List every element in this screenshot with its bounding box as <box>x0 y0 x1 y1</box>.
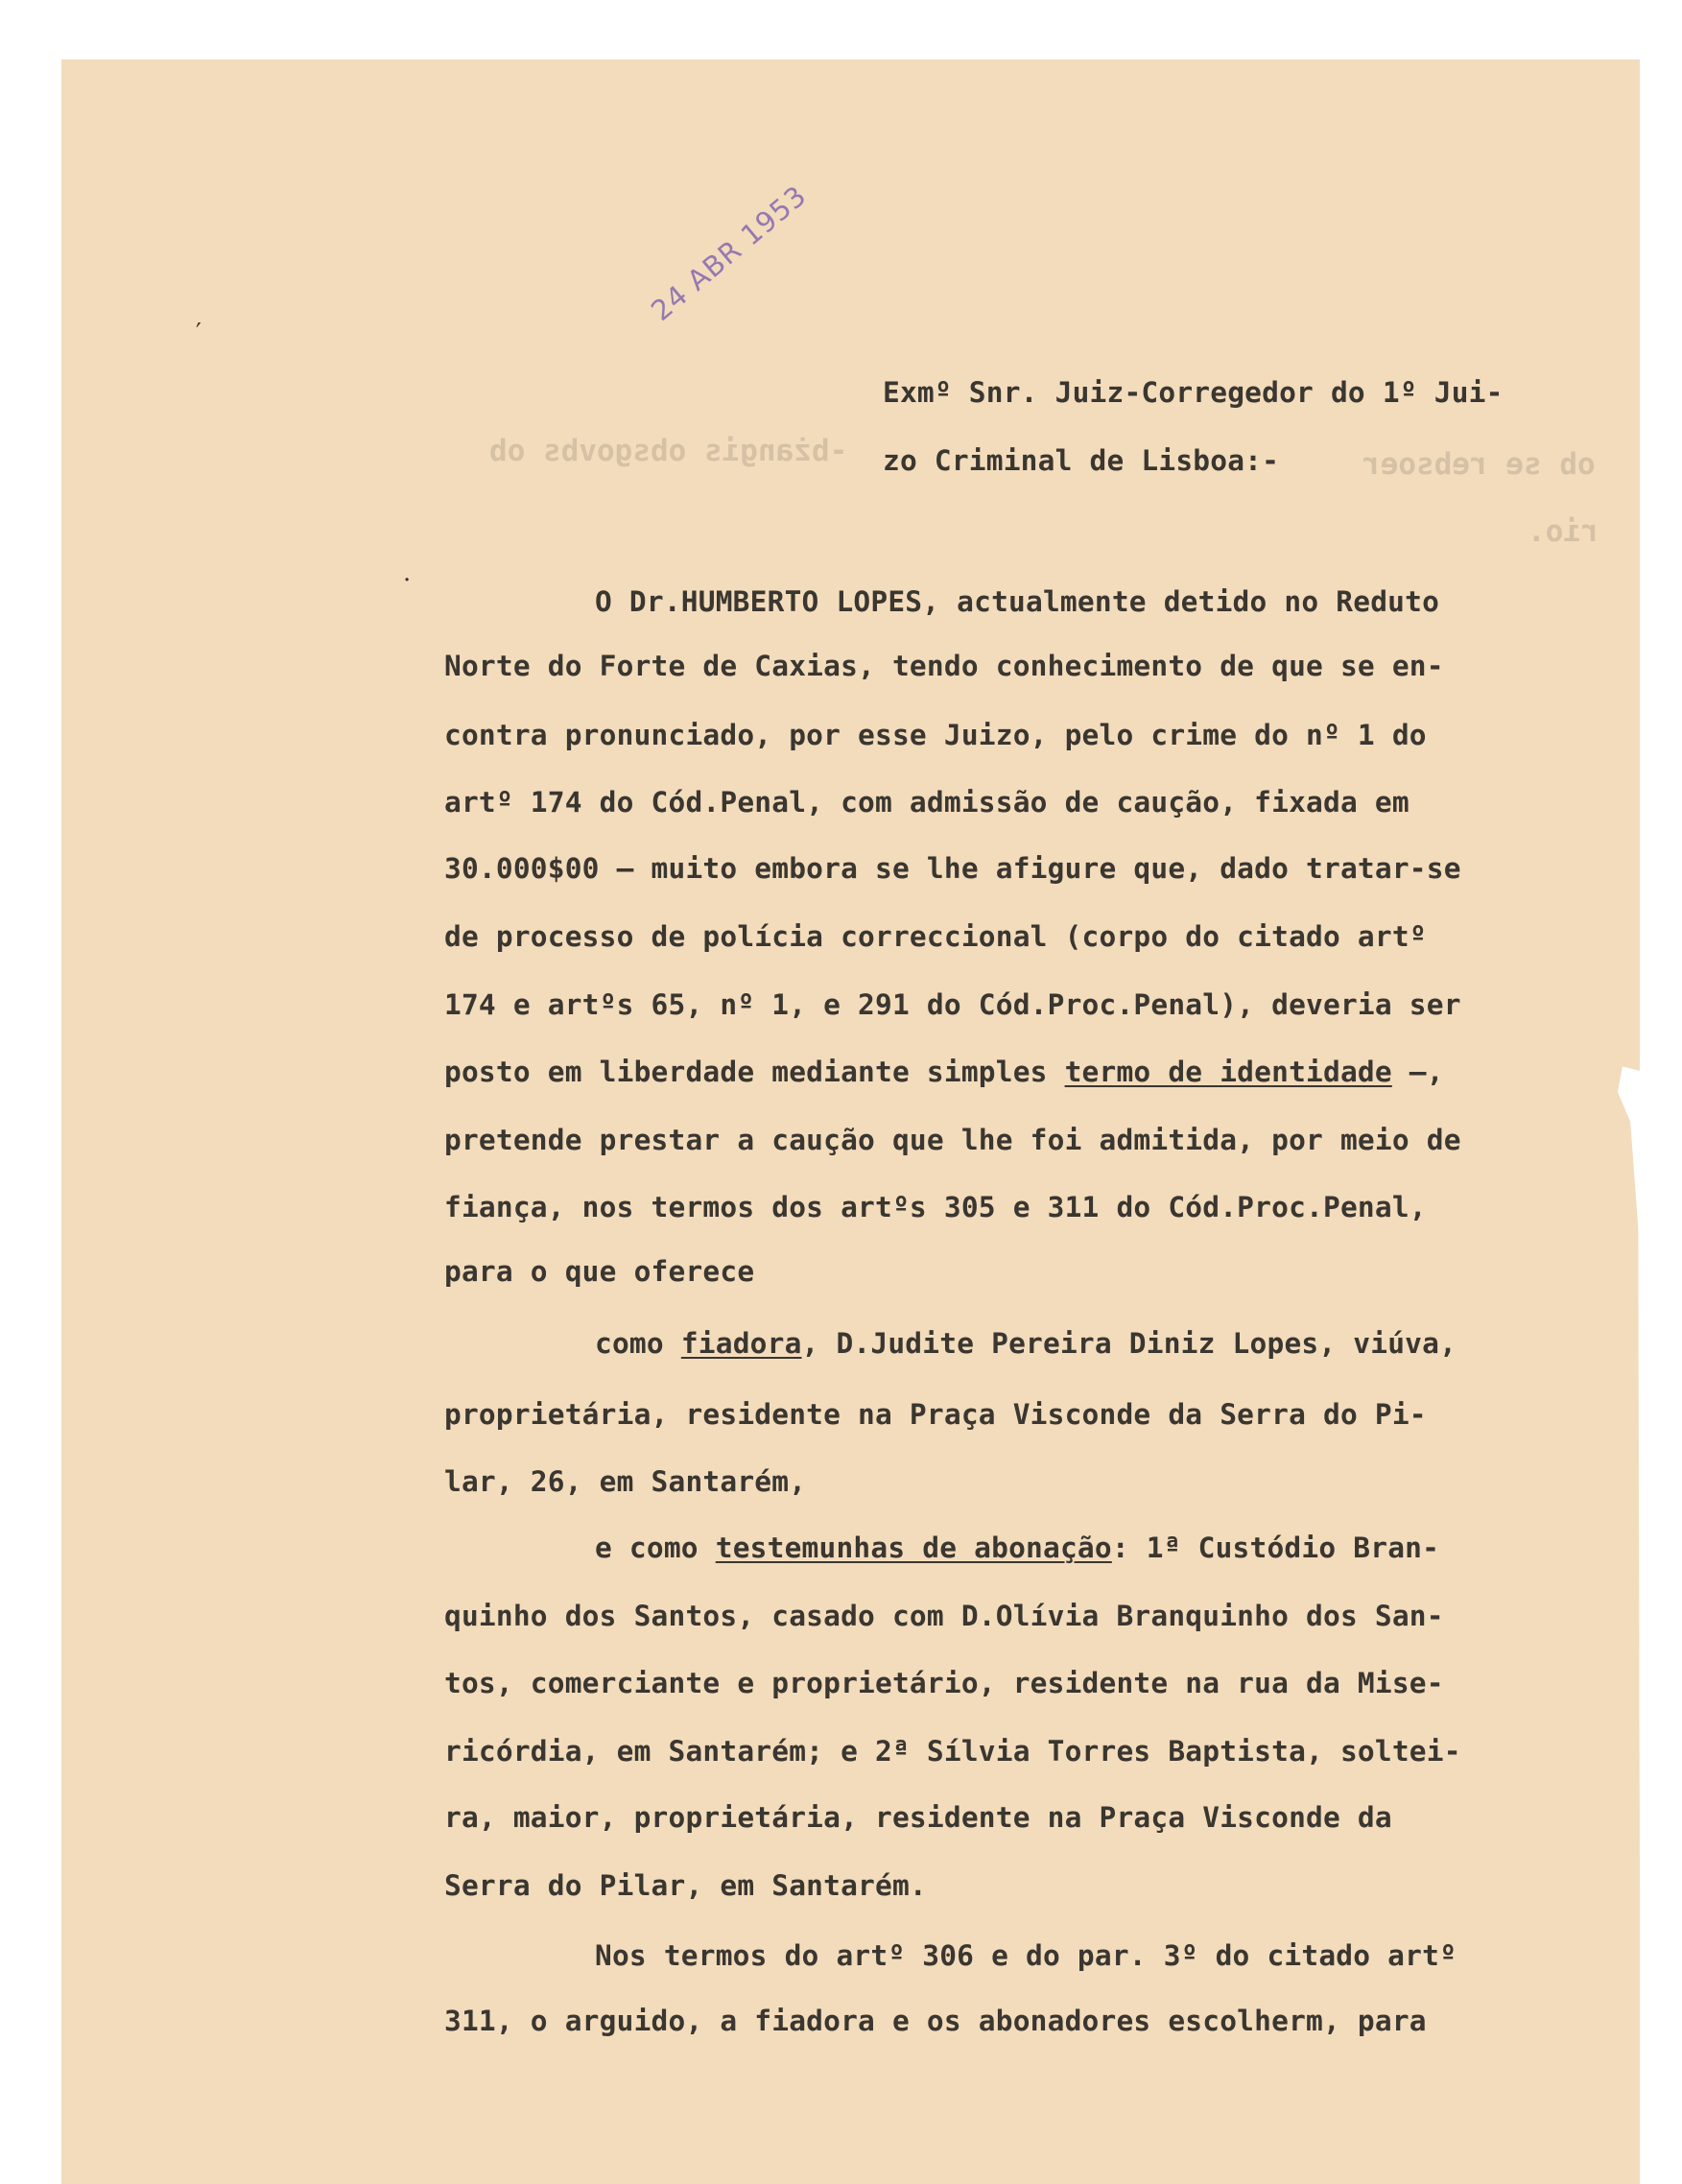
underlined-term: fiadora <box>680 1327 802 1360</box>
bleed-through-text: -bżangis obsgovbs ob <box>489 434 848 468</box>
text-run: e como <box>595 1531 716 1564</box>
underlined-term: testemunhas de abonação <box>715 1531 1112 1564</box>
text-run: : 1ª Custódio Bran- <box>1111 1531 1440 1564</box>
body-text-line: artº 174 do Cód.Penal, com admissão de caução, fixada em <box>444 786 1410 819</box>
body-text-line: 311, o arguido, a fiadora e os abonadores escolherm, para <box>444 2005 1427 2037</box>
body-text-line: Nos termos do artº 306 e do par. 3º do citado artº <box>595 1939 1457 1972</box>
body-text-line: contra pronunciado, por esse Juizo, pelo crime do nº 1 do <box>444 719 1427 751</box>
text-run: , D.Judite Pereira Diniz Lopes, viúva, <box>801 1327 1457 1360</box>
body-text-line: Serra do Pilar, em Santarém. <box>444 1869 927 1902</box>
body-text-line: quinho dos Santos, casado com D.Olívia Branquinho dos San- <box>444 1600 1444 1632</box>
body-text-line: ra, maior, proprietária, residente na Praça Visconde da <box>444 1801 1392 1834</box>
body-text-line <box>595 1531 1439 1564</box>
body-text-line: de processo de polícia correccional (corpo do citado artº <box>444 920 1427 953</box>
body-text-line: Norte do Forte de Caxias, tendo conhecimento de que se en- <box>444 650 1444 682</box>
body-text-line: lar, 26, em Santarém, <box>444 1465 807 1498</box>
body-text-line: O Dr.HUMBERTO LOPES, actualmente detido no Reduto <box>595 585 1440 618</box>
text-run: —, <box>1391 1056 1444 1088</box>
addressee-line: Exmº Snr. Juiz-Corregedor do 1º Jui- <box>883 376 1504 409</box>
body-text-line <box>595 1327 1457 1360</box>
body-text-line: pretende prestar a caução que lhe foi admitida, por meio de <box>444 1124 1461 1156</box>
body-text-line: 174 e artºs 65, nº 1, e 291 do Cód.Proc.Penal), deveria ser <box>444 988 1461 1021</box>
date-received-stamp: 24 ABR 1953 <box>645 178 814 328</box>
body-text-line <box>444 1056 1444 1088</box>
text-run: como <box>595 1327 681 1360</box>
body-text-line: tos, comerciante e proprietário, residente na rua da Mise- <box>444 1667 1444 1699</box>
margin-tick-mark: ′ <box>196 319 201 347</box>
bleed-through-text: rio. <box>1528 514 1599 549</box>
margin-dot-mark: · <box>403 566 412 595</box>
body-text-line: proprietária, residente na Praça Visconde da Serra do Pi- <box>444 1398 1427 1431</box>
body-text-line: para o que oferece <box>444 1255 755 1288</box>
text-run: posto em liberdade mediante simples <box>444 1056 1065 1088</box>
underlined-term: termo de identidade <box>1064 1056 1392 1088</box>
body-text-line: fiança, nos termos dos artºs 305 e 311 do Cód.Proc.Penal, <box>444 1191 1427 1223</box>
bleed-through-text: ob se rebsoer <box>1362 447 1596 482</box>
addressee-line: zo Criminal de Lisboa:- <box>883 444 1280 477</box>
body-text-line: ricórdia, em Santarém; e 2ª Sílvia Torres Baptista, soltei- <box>444 1735 1461 1768</box>
body-text-line: 30.000$00 — muito embora se lhe afigure que, dado tratar-se <box>444 852 1461 885</box>
